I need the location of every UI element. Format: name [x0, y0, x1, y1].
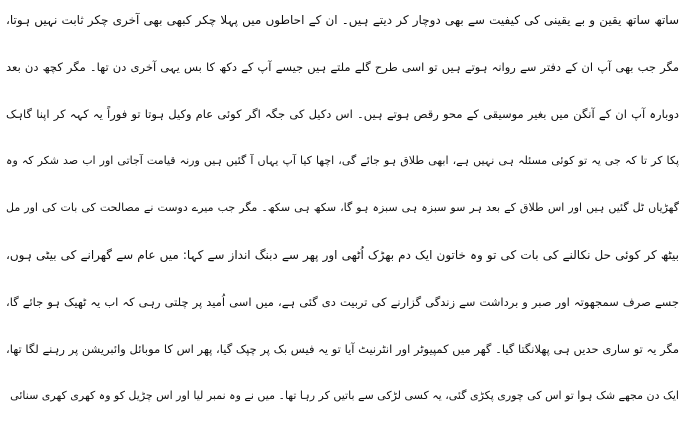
article-line-9: ایک دن مجھے شک ہوا تو اس کی چوری پکڑی گئی، یہ کسی لڑکی سے باتیں کر رہا تھا۔ میں نے وہ نمبر لیا اور اس چڑیل کو وہ کھری کھری سنائی	[10, 389, 679, 402]
article-line-3: دوبارہ آپ ان کے آنگن میں بغیر موسیقی کے محو رقص ہوتے ہیں۔ اس دکیل کی جگہ اگر کوئی عام وکیل ہوتا تو فوراً یہ کہہ کر اپنا گاہک	[6, 107, 679, 121]
article-line-1: ساتھ ساتھ یقین و بے یقینی کی کیفیت سے بھی دوچار کر دیتے ہیں۔ ان کے احاطوں میں پہلا چکر کبھی بھی آخری چکر ثابت نہیں ہوتا،	[6, 13, 679, 27]
article-line-6: بیٹھ کر کوئی حل نکالنے کی بات کی تو وہ خاتون ایک دم بھڑک اُٹھی اور پھر سے دبنگ انداز سے کہا: میں عام سے گھرانے کی بیٹی ہوں،	[6, 248, 679, 262]
article-line-5: گھڑیاں ٹل گئیں ہیں اور اس طلاق کے بعد ہر سو سبزہ ہی سبزہ ہو گا، سکھ ہی سکھ۔ مگر جب میرے دوست نے مصالحت کی بات کی اور مل	[6, 201, 679, 214]
article-line-7: جسے صرف سمجھوتہ اور صبر و برداشت سے زندگی گزارنے کی تربیت دی گئی ہے، میں اسی اُمید پر چلتی رہی کہ اب یہ ٹھیک ہو جائے گا،	[6, 295, 679, 309]
article-line-2: مگر جب بھی آپ ان کے دفتر سے روانہ ہوتے ہیں تو اسی طرح گلے ملتے ہیں جیسے آپ کے دکھ کا بس یہی آخری دن تھا۔ مگر کچھ دن بعد	[6, 60, 679, 74]
article-line-4: پکا کر تا کہ جی یہ تو کوئی مسئلہ ہی نہیں ہے، ابھی طلاق ہو جائے گی، اچھا کیا آپ یہاں آ گئیں ہیں ورنہ قیامت آجاتی اور اب صد شکر کہ وہ	[6, 154, 679, 167]
article-line-8: مگر یہ تو ساری حدیں ہی پھلانگتا گیا۔ گھر میں کمپیوٹر اور انٹرنیٹ آیا تو یہ فیس بک پر چپک گیا، پھر اس کا موبائل وائبریشن پر رہنے لگا تھا،	[6, 342, 679, 356]
